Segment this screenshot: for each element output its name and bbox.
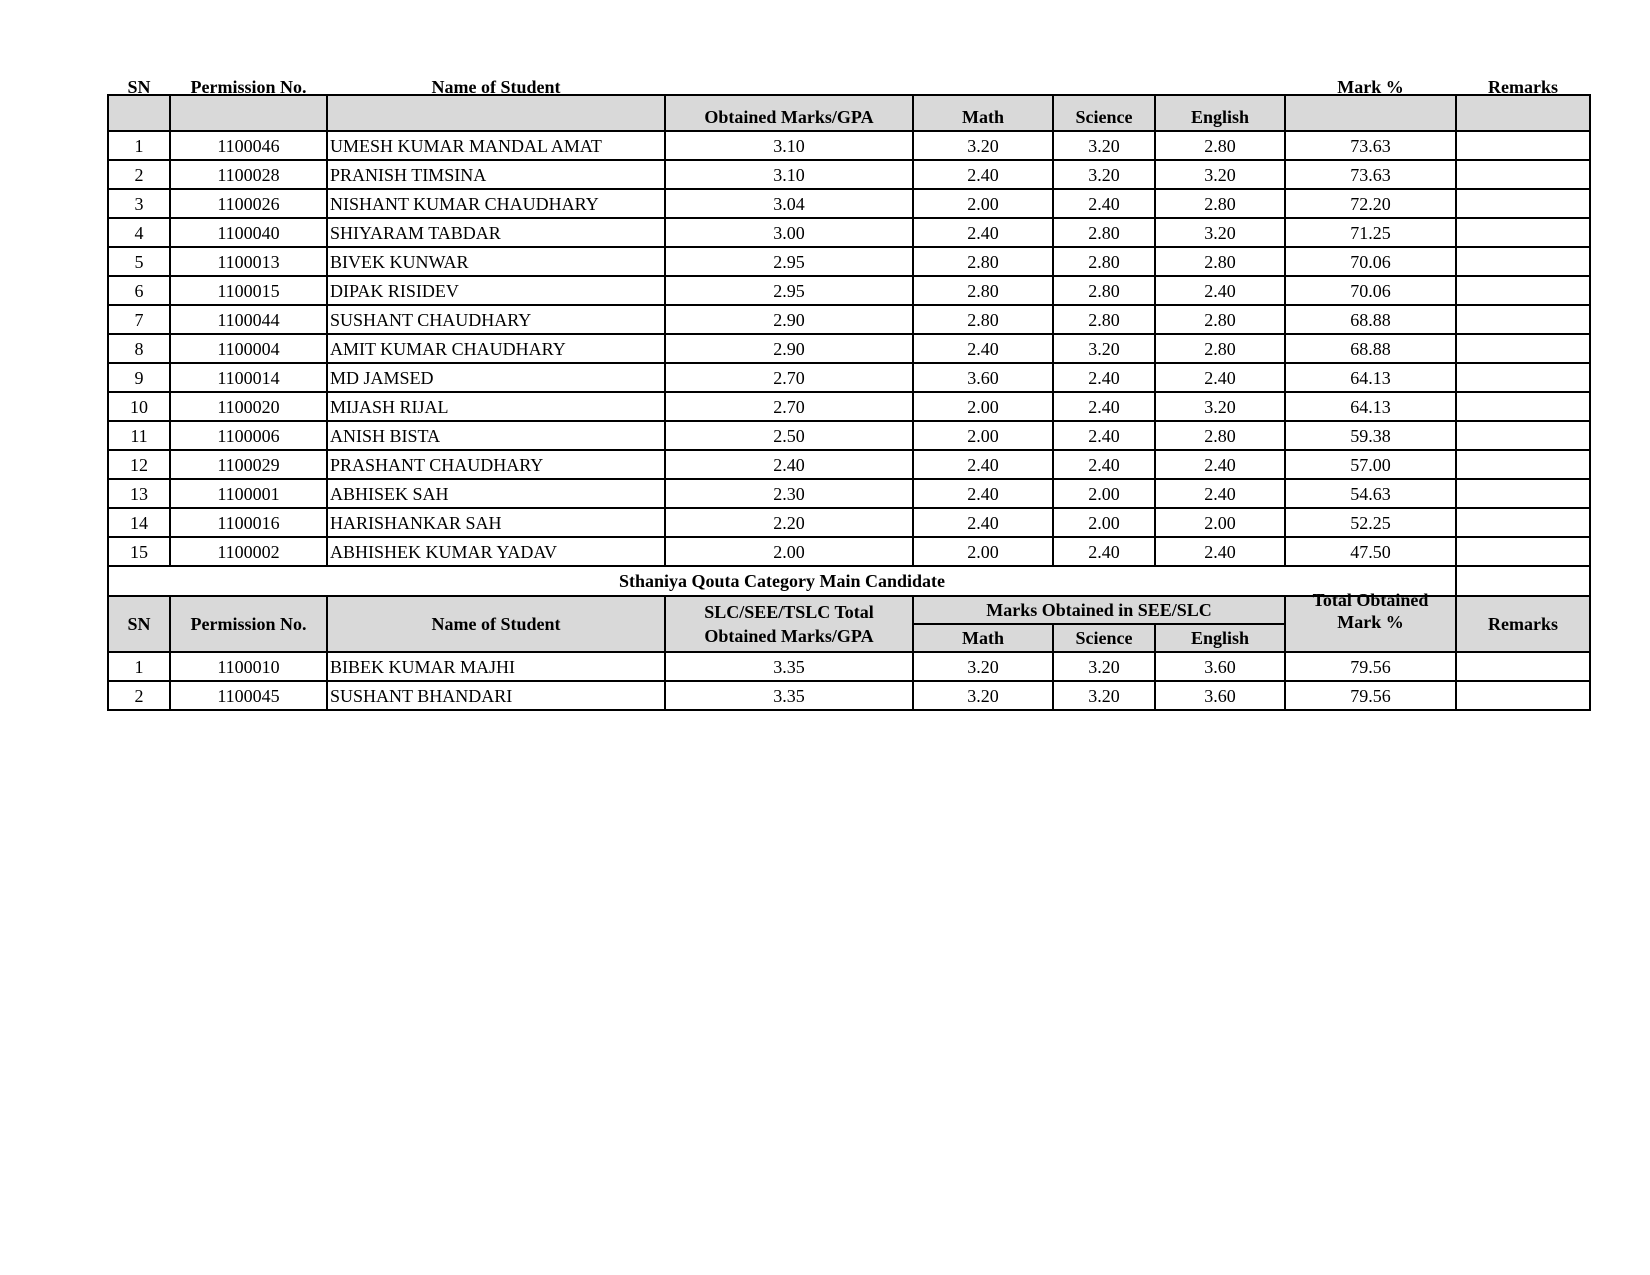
cell-math: 2.40 (913, 508, 1053, 537)
cell-remarks (1456, 218, 1590, 247)
cell-remarks (1456, 189, 1590, 218)
cell-sn: 2 (108, 160, 170, 189)
header-permission: Permission No. (170, 95, 327, 131)
cell-permission: 1100020 (170, 392, 327, 421)
cell-remarks (1456, 334, 1590, 363)
quota-header-pct (1285, 590, 1456, 652)
quota-header-gpa-line2: Obtained Marks/GPA (704, 626, 874, 646)
cell-remarks (1456, 305, 1590, 334)
quota-header-sn: SN (108, 596, 170, 652)
cell-sn: 7 (108, 305, 170, 334)
cell-science: 2.00 (1053, 479, 1155, 508)
cell-sn: 5 (108, 247, 170, 276)
cell-name: AMIT KUMAR CHAUDHARY (327, 334, 665, 363)
quota-header-gpa-line1: SLC/SEE/TSLC Total (704, 602, 874, 622)
table-row (108, 421, 1590, 450)
header-sn: SN (108, 95, 170, 131)
cell-english: 2.40 (1155, 479, 1285, 508)
cell-sn: 1 (108, 652, 170, 681)
cell-gpa: 3.04 (665, 189, 913, 218)
cell-sn: 13 (108, 479, 170, 508)
header-name: Name of Student (327, 95, 665, 131)
table-row (108, 334, 1590, 363)
cell-remarks (1456, 131, 1590, 160)
cell-permission: 1100014 (170, 363, 327, 392)
cell-permission: 1100013 (170, 247, 327, 276)
cell-english: 2.80 (1155, 334, 1285, 363)
cell-sn: 4 (108, 218, 170, 247)
cell-sn: 9 (108, 363, 170, 392)
cell-gpa: 3.35 (665, 681, 913, 710)
table-row (108, 392, 1590, 421)
table-row (108, 450, 1590, 479)
cell-remarks (1456, 652, 1590, 681)
cell-english: 3.20 (1155, 218, 1285, 247)
cell-permission: 1100026 (170, 189, 327, 218)
cell-remarks (1456, 479, 1590, 508)
cell-math: 2.40 (913, 218, 1053, 247)
quota-caption: Sthaniya Qouta Category Main Candidate (108, 566, 1456, 596)
cell-english: 3.60 (1155, 652, 1285, 681)
cell-science: 2.80 (1053, 247, 1155, 276)
cell-science: 2.80 (1053, 305, 1155, 334)
quota-header-permission: Permission No. (170, 596, 327, 652)
cell-remarks (1456, 681, 1590, 710)
cell-sn: 15 (108, 537, 170, 566)
cell-science: 2.40 (1053, 421, 1155, 450)
quota-table-row (108, 681, 1590, 710)
cell-mark-pct: 70.06 (1285, 276, 1456, 305)
cell-gpa: 3.10 (665, 131, 913, 160)
cell-name: SHIYARAM TABDAR (327, 218, 665, 247)
cell-english: 3.20 (1155, 392, 1285, 421)
cell-name: ANISH BISTA (327, 421, 665, 450)
cell-science: 2.40 (1053, 450, 1155, 479)
cell-name: HARISHANKAR SAH (327, 508, 665, 537)
cell-mark-pct: 73.63 (1285, 160, 1456, 189)
quota-header-gpa (665, 596, 913, 652)
cell-english: 2.00 (1155, 508, 1285, 537)
cell-name: BIBEK KUMAR MAJHI (327, 652, 665, 681)
cell-name: PRANISH TIMSINA (327, 160, 665, 189)
header-science: Science (1053, 95, 1155, 131)
cell-english: 2.80 (1155, 189, 1285, 218)
table-row (108, 131, 1590, 160)
cell-sn: 14 (108, 508, 170, 537)
cell-name: MD JAMSED (327, 363, 665, 392)
cell-science: 2.80 (1053, 276, 1155, 305)
table-row (108, 160, 1590, 189)
cell-remarks (1456, 276, 1590, 305)
cell-math: 3.20 (913, 681, 1053, 710)
cell-permission: 1100028 (170, 160, 327, 189)
cell-mark-pct: 68.88 (1285, 305, 1456, 334)
quota-header-name: Name of Student (327, 596, 665, 652)
table-row (108, 508, 1590, 537)
quota-header-row-1 (108, 596, 1590, 624)
cell-mark-pct: 64.13 (1285, 392, 1456, 421)
cell-science: 2.40 (1053, 189, 1155, 218)
cell-permission: 1100044 (170, 305, 327, 334)
cell-gpa: 2.50 (665, 421, 913, 450)
table-row (108, 189, 1590, 218)
cell-remarks (1456, 421, 1590, 450)
cell-sn: 3 (108, 189, 170, 218)
cell-math: 2.00 (913, 189, 1053, 218)
cell-science: 3.20 (1053, 131, 1155, 160)
table-row (108, 218, 1590, 247)
cell-math: 2.40 (913, 450, 1053, 479)
cell-sn: 8 (108, 334, 170, 363)
header-english: English (1155, 95, 1285, 131)
quota-header-marks-group: Marks Obtained in SEE/SLC (913, 596, 1285, 624)
cell-name: ABHISEK SAH (327, 479, 665, 508)
cell-name: UMESH KUMAR MANDAL AMAT (327, 131, 665, 160)
cell-permission: 1100029 (170, 450, 327, 479)
cell-mark-pct: 57.00 (1285, 450, 1456, 479)
header-obtained: Obtained Marks/GPA (665, 95, 913, 131)
cell-permission: 1100002 (170, 537, 327, 566)
cell-gpa: 3.00 (665, 218, 913, 247)
cell-math: 3.60 (913, 363, 1053, 392)
cell-gpa: 2.70 (665, 363, 913, 392)
quota-header-remarks: Remarks (1456, 596, 1590, 652)
cell-math: 2.00 (913, 421, 1053, 450)
cell-english: 2.80 (1155, 247, 1285, 276)
cell-permission: 1100004 (170, 334, 327, 363)
table-header (108, 95, 1590, 131)
cell-sn: 6 (108, 276, 170, 305)
cell-mark-pct: 79.56 (1285, 652, 1456, 681)
cell-math: 3.20 (913, 652, 1053, 681)
cell-gpa: 3.35 (665, 652, 913, 681)
cell-remarks (1456, 363, 1590, 392)
cell-mark-pct: 70.06 (1285, 247, 1456, 276)
cell-remarks (1456, 160, 1590, 189)
table-row (108, 247, 1590, 276)
cell-mark-pct: 64.13 (1285, 363, 1456, 392)
cell-gpa: 2.90 (665, 334, 913, 363)
cell-permission: 1100015 (170, 276, 327, 305)
cell-remarks (1456, 450, 1590, 479)
cell-science: 2.40 (1053, 537, 1155, 566)
cell-remarks (1456, 392, 1590, 421)
header-mark-pct: Mark % (1285, 95, 1456, 131)
cell-gpa: 2.95 (665, 276, 913, 305)
quota-header-science: Science (1053, 624, 1155, 652)
cell-math: 2.80 (913, 305, 1053, 334)
results-table (107, 77, 1591, 711)
cell-gpa: 3.10 (665, 160, 913, 189)
cell-english: 2.40 (1155, 537, 1285, 566)
cell-permission: 1100006 (170, 421, 327, 450)
cell-mark-pct: 73.63 (1285, 131, 1456, 160)
cell-gpa: 2.00 (665, 537, 913, 566)
cell-sn: 10 (108, 392, 170, 421)
cell-english: 2.40 (1155, 450, 1285, 479)
cell-mark-pct: 54.63 (1285, 479, 1456, 508)
cell-science: 3.20 (1053, 652, 1155, 681)
table-row (108, 537, 1590, 566)
cell-sn: 1 (108, 131, 170, 160)
cell-gpa: 2.30 (665, 479, 913, 508)
cell-gpa: 2.20 (665, 508, 913, 537)
cell-math: 2.00 (913, 537, 1053, 566)
table-row (108, 479, 1590, 508)
header-math: Math (913, 95, 1053, 131)
cell-mark-pct: 47.50 (1285, 537, 1456, 566)
cell-mark-pct: 59.38 (1285, 421, 1456, 450)
cell-mark-pct: 71.25 (1285, 218, 1456, 247)
cell-english: 2.80 (1155, 305, 1285, 334)
cell-math: 2.40 (913, 479, 1053, 508)
cell-math: 2.40 (913, 334, 1053, 363)
quota-table-row (108, 652, 1590, 681)
quota-header-pct-line1: Total Obtained (1312, 590, 1429, 610)
table-row (108, 363, 1590, 392)
cell-permission: 1100040 (170, 218, 327, 247)
cell-science: 2.40 (1053, 392, 1155, 421)
cell-remarks (1456, 508, 1590, 537)
cell-gpa: 2.70 (665, 392, 913, 421)
cell-english: 2.80 (1155, 421, 1285, 450)
cell-name: SUSHANT CHAUDHARY (327, 305, 665, 334)
quota-header-english: English (1155, 624, 1285, 652)
cell-english: 3.60 (1155, 681, 1285, 710)
cell-mark-pct: 68.88 (1285, 334, 1456, 363)
cell-english: 3.20 (1155, 160, 1285, 189)
cell-name: PRASHANT CHAUDHARY (327, 450, 665, 479)
cell-mark-pct: 52.25 (1285, 508, 1456, 537)
cell-sn: 2 (108, 681, 170, 710)
cell-sn: 12 (108, 450, 170, 479)
cell-permission: 1100010 (170, 652, 327, 681)
table-row (108, 276, 1590, 305)
cell-math: 2.80 (913, 276, 1053, 305)
table-row (108, 305, 1590, 334)
cell-english: 2.40 (1155, 276, 1285, 305)
cell-science: 3.20 (1053, 160, 1155, 189)
cell-gpa: 2.95 (665, 247, 913, 276)
cell-name: ABHISHEK KUMAR YADAV (327, 537, 665, 566)
cell-remarks (1456, 537, 1590, 566)
cell-name: DIPAK RISIDEV (327, 276, 665, 305)
cell-permission: 1100016 (170, 508, 327, 537)
cell-math: 2.80 (913, 247, 1053, 276)
cell-remarks (1456, 247, 1590, 276)
quota-header-math: Math (913, 624, 1053, 652)
cell-science: 3.20 (1053, 681, 1155, 710)
cell-science: 2.00 (1053, 508, 1155, 537)
cell-permission: 1100001 (170, 479, 327, 508)
cell-mark-pct: 72.20 (1285, 189, 1456, 218)
cell-gpa: 2.40 (665, 450, 913, 479)
cell-name: SUSHANT BHANDARI (327, 681, 665, 710)
cell-math: 2.00 (913, 392, 1053, 421)
cell-gpa: 2.90 (665, 305, 913, 334)
cell-english: 2.80 (1155, 131, 1285, 160)
cell-permission: 1100045 (170, 681, 327, 710)
results-body (108, 131, 1590, 566)
cell-science: 2.80 (1053, 218, 1155, 247)
cell-math: 2.40 (913, 160, 1053, 189)
cell-mark-pct: 79.56 (1285, 681, 1456, 710)
cell-sn: 11 (108, 421, 170, 450)
cell-science: 3.20 (1053, 334, 1155, 363)
cell-math: 3.20 (913, 131, 1053, 160)
quota-header-pct-line2: Mark % (1337, 612, 1404, 632)
header-remarks: Remarks (1456, 95, 1590, 131)
quota-caption-blank (1456, 566, 1590, 596)
quota-body (108, 652, 1590, 710)
cell-english: 2.40 (1155, 363, 1285, 392)
cell-name: NISHANT KUMAR CHAUDHARY (327, 189, 665, 218)
cell-name: BIVEK KUNWAR (327, 247, 665, 276)
cell-name: MIJASH RIJAL (327, 392, 665, 421)
cell-permission: 1100046 (170, 131, 327, 160)
cell-science: 2.40 (1053, 363, 1155, 392)
